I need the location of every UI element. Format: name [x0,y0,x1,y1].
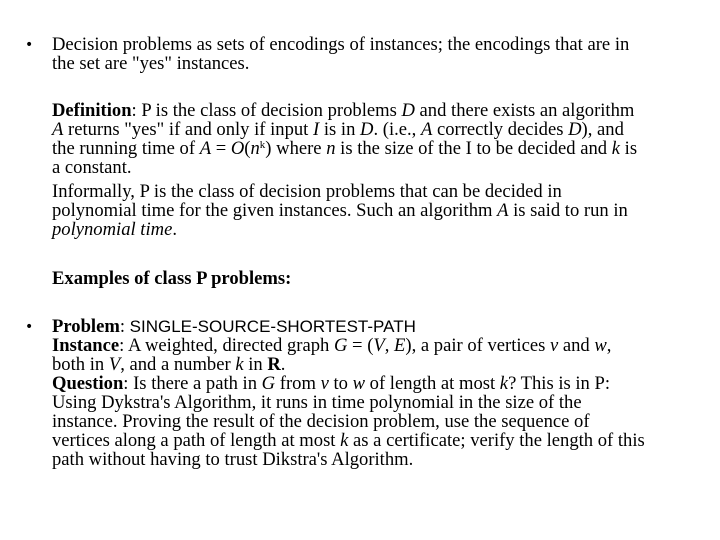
text: , [606,335,612,356]
text-line [52,220,692,239]
text: from [275,373,321,394]
text: ? This is in P: [508,373,611,394]
heading-text: Examples of class P problems: [52,268,292,289]
text-line: Decision problems as sets of encodings of instances; the encodings that are in [52,34,630,55]
text-line: Informally, P is the class of decision problems that can be decided in [52,181,562,202]
text: is said to run in [508,200,628,221]
bullet-marker: • [25,319,34,335]
text: is in [319,119,361,140]
text: of length at most [365,373,500,394]
text: : [119,316,130,337]
math: V [108,354,121,375]
text: , and a number [120,354,236,375]
text: polynomial time for the given instances. Such an algorithm [52,200,498,221]
text: returns "yes" if and only if input [63,119,313,140]
text-line: Using Dykstra's Algorithm, it runs in time polynomial in the size of the [52,392,582,413]
math: V [373,335,385,356]
instance-label: Instance [52,335,120,356]
text: . [280,354,286,375]
math: v [320,373,329,394]
text-line [52,355,692,374]
question-label: Question [52,373,124,394]
text-line [52,431,692,450]
math: A [52,119,64,140]
math: I [313,119,320,140]
text-line [52,201,692,220]
text: : A weighted, directed graph [119,335,334,356]
text-line [52,101,692,120]
text-line [52,139,692,158]
math: D [401,100,415,121]
math: E [394,335,406,356]
bullet-problem [52,317,692,469]
text-line: instance. Proving the result of the decision problem, use the sequence of [52,411,590,432]
definition-paragraph [52,101,692,177]
text: the running time of [52,138,200,159]
text-line: the set are "yes" instances. [52,53,250,74]
text: and [558,335,595,356]
text-line [52,336,692,355]
math: k [611,138,621,159]
math: n [250,138,260,159]
text: . (i.e., [373,119,421,140]
text: correctly decides [432,119,569,140]
math: O [230,138,245,159]
math: k [340,430,349,451]
text-line [52,120,692,139]
problem-label: Problem [52,316,120,337]
text-line: path without having to trust Dikstra's Algorithm. [52,449,414,470]
heading-line [52,269,692,288]
text: and there exists an algorithm [414,100,635,121]
text: ), a pair of vertices [405,335,550,356]
math: w [594,335,607,356]
bullet-decision-problems [52,35,692,73]
math: D [568,119,582,140]
text: vertices along a path of length at most [52,430,341,451]
text: ( [244,138,251,159]
math: A [420,119,433,140]
emphasis: polynomial time [52,219,173,240]
math-reals: R [267,354,281,375]
math: G [333,335,348,356]
problem-name: SINGLE-SOURCE-SHORTEST-PATH [129,317,416,336]
math: v [549,335,559,356]
text: : Is there a path in [123,373,262,394]
math: G [261,373,276,394]
math: A [199,138,212,159]
math: k [499,373,509,394]
text-line [52,317,692,336]
text: is [620,138,638,159]
math-exponent: k [259,139,266,151]
definition-label: Definition [52,100,132,121]
math: D [360,119,374,140]
bullet-marker: • [25,37,34,53]
math: n [326,138,336,159]
text-line [52,374,692,393]
text: is the size of the I to be decided and [335,138,612,159]
math: w [352,373,365,394]
text: , [384,335,395,356]
informally-paragraph [52,182,692,239]
text: : P is the class of decision problems [131,100,402,121]
text: both in [52,354,109,375]
text: = ( [347,335,374,356]
math: k [235,354,244,375]
text: ), and [581,119,624,140]
math: A [497,200,509,221]
text: in [243,354,268,375]
text: to [328,373,353,394]
text-line: a constant. [52,157,132,178]
text: . [172,219,177,240]
text: ) where [265,138,327,159]
examples-heading [52,269,692,288]
text: = [211,138,231,159]
text: as a certificate; verify the length of this [348,430,645,451]
